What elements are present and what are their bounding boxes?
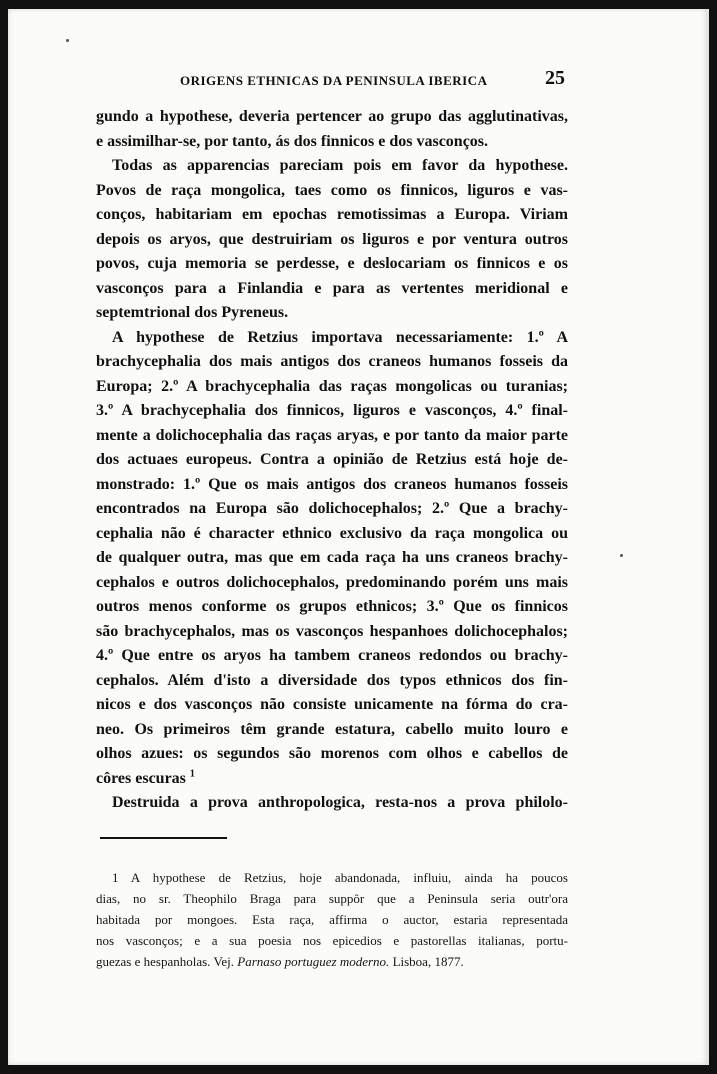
text-line: Europa; 2.º A brachycephalia das raças mongolicas ou turanias; [96,377,568,395]
text-line: gundo a hypothese, deveria pertencer ao grupo das agglutinativas, [96,108,568,125]
text-line: monstrado: 1.º Que os mais antigos dos craneos humanos fosseis [96,475,568,493]
footnote-line: 1 A hypothese de Retzius, hoje abandonada, influiu, ainda ha poucos [112,870,568,885]
book-page [8,9,709,1065]
text-line: cephalia não é character ethnico exclusivo da raça mongolica ou [96,524,568,542]
text-line: de qualquer outra, mas que em cada raça ha uns craneos brachy- [96,549,568,566]
text-line: Povos de raça mongolica, taes como os finnicos, liguros e vas- [96,181,568,199]
page-number: 25 [545,67,565,89]
paper-speck [66,39,69,42]
footnote [96,867,568,972]
text-line: nicos e dos vasconços não consiste unicamente na fórma do cra- [96,696,568,713]
footnote-line: nos vasconços; e a sua poesia nos epicedios e pastorellas italianas, portu- [96,933,568,948]
cited-work-title: Parnaso portuguez moderno. [237,954,390,969]
footnote-divider [100,837,227,839]
text-line: septemtrional dos Pyreneus. [96,304,289,321]
text-line: cephalos. Além d'isto a diversidade dos typos ethnicos dos fin- [96,671,568,689]
text-line: brachycephalia dos mais antigos dos craneos humanos fosseis da [96,353,568,370]
text-line: 4.º Que entre os aryos ha tambem craneos redondos ou brachy- [96,647,568,664]
text-line: encontrados na Europa são dolichocephalos; 2.º Que a brachy- [96,500,568,517]
footnote-line: habitada por mongoes. Esta raça, affirma o auctor, estaria representada [96,912,568,927]
text-line: dos actuaes europeus. Contra a opinião de Retzius está hoje de- [96,451,568,468]
text-line: conços, habitariam em epochas remotissimas a Europa. Viriam [96,206,568,223]
text-line: outros menos conforme os grupos ethnicos; 3.º Que os finnicos [96,598,568,615]
text-line: Todas as apparencias pareciam pois em favor da hypothese. [112,157,568,174]
footnote-reference[interactable]: 1 [189,768,195,780]
text-line: Destruida a prova anthropologica, resta-nos a prova philolo- [112,794,568,811]
text-line: olhos azues: os segundos são morenos com olhos e cabellos de [96,745,568,762]
footnote-line [96,951,568,972]
text-line: 3.º A brachycephalia dos finnicos, liguros e vasconços, 4.º final- [96,402,568,419]
text-line: neo. Os primeiros têm grande estatura, cabello muito louro e [96,720,568,738]
text-line: vasconços para a Finlandia e para as vertentes meridional e [96,279,568,297]
text-fragment: guezas e hespanholas. Vej. [96,954,238,969]
running-title: ORIGENS ETHNICAS DA PENINSULA IBERICA [180,73,488,88]
text-line: são brachycephalos, mas os vasconços hespanhoes dolichocephalos; [96,622,568,640]
body-text [96,105,568,816]
footnote-line: dias, no sr. Theophilo Braga para suppôr que a Peninsula seria outr'ora [96,891,568,906]
text-line: depois os aryos, que destruiriam os liguros e por ventura outros [96,230,568,248]
text-line: povos, cuja memoria se perdesse, e deslocariam os finnicos e os [96,255,568,272]
text-fragment: Lisboa, 1877. [389,954,464,969]
text-fragment: côres escuras [96,769,186,787]
paper-speck [620,554,623,557]
text-line: cephalos e outros dolichocephalos, predominando porém uns mais [96,573,568,591]
text-line [96,767,568,792]
text-line: A hypothese de Retzius importava necessariamente: 1.º A [112,328,568,346]
text-line: e assimilhar-se, por tanto, ás dos finnicos e dos vasconços. [96,132,489,150]
text-line: mente a dolichocephalia das raças aryas, e por tanto da maior parte [96,426,568,444]
